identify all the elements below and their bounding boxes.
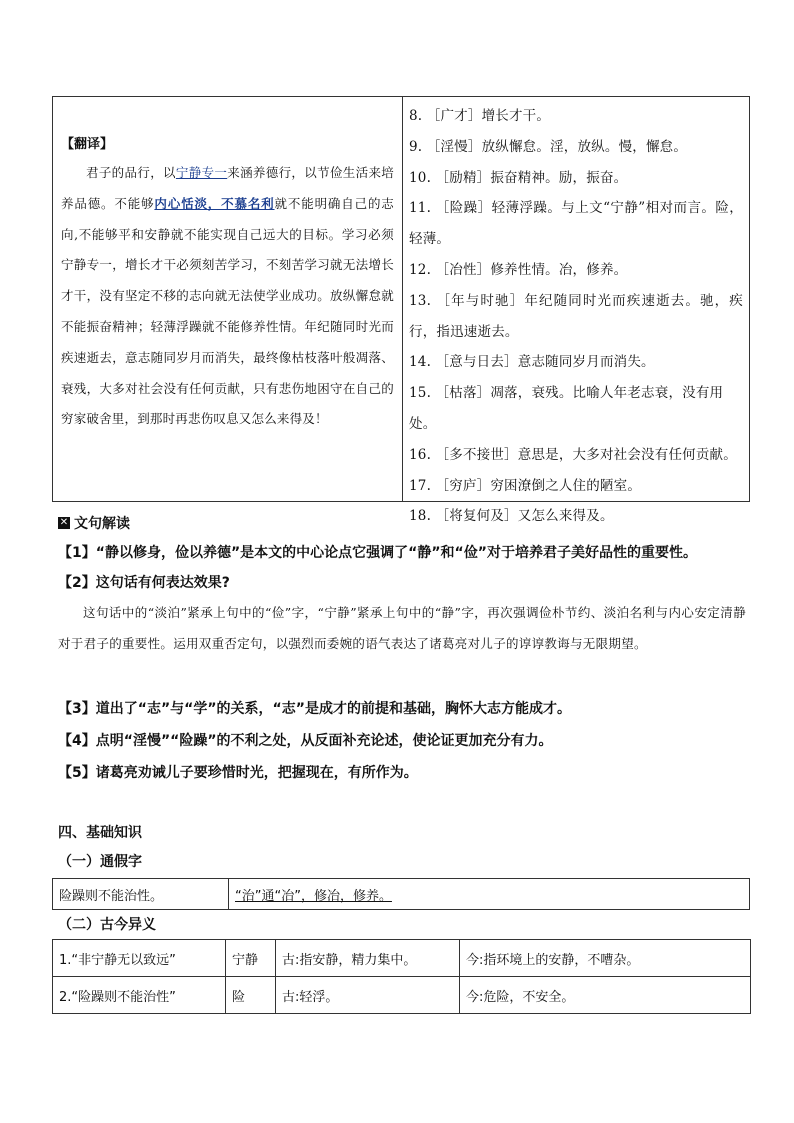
gujin-sentence: 1.“非宁静无以致远” bbox=[53, 940, 226, 977]
analysis-q5: 【5】诸葛亮劝诫儿子要珍惜时光，把握现在，有所作为。 bbox=[58, 765, 418, 781]
note-item: 14. ［意与日去］意志随同岁月而消失。 bbox=[409, 354, 655, 371]
tongjiazi-explain: “治”通“冶”，修冶，修养。 bbox=[235, 889, 392, 904]
note-item: 8. ［广才］增长才干。 bbox=[409, 108, 551, 124]
note-item: 18. ［将复何及］又怎么来得及。 bbox=[409, 508, 614, 525]
analysis-q4: 【4】点明“淫慢”“险躁”的不利之处，从反面补充论述，使论证更加充分有力。 bbox=[58, 733, 553, 749]
analysis-heading bbox=[58, 513, 130, 533]
gujin-ancient: 古:指安静，精力集中。 bbox=[276, 940, 460, 977]
translation-part: 来涵养德行，以节俭生活来培养品德。不能够 bbox=[61, 165, 394, 211]
translation-highlight: 宁静专一 bbox=[175, 165, 228, 180]
translation-highlight: 内心恬淡，不慕名利 bbox=[154, 195, 275, 211]
tongjiazi-heading: （一）通假字 bbox=[58, 854, 142, 870]
analysis-a2: 这句话中的“淡泊”紧承上句中的“俭”字，“宁静”紧承上句中的“静”字，再次强调俭朴节约、淡泊名利与内心安定清静对于君子的重要性。运用双重否定句，以强烈而委婉的语气表达了诸葛亮对儿子的谆谆教诲与无限期望。 bbox=[58, 605, 746, 651]
gujin-word: 宁静 bbox=[226, 940, 276, 977]
note-item: 12. ［冶性］修养性情。冶，修养。 bbox=[409, 261, 628, 278]
analysis-heading-text: 文句解读 bbox=[74, 516, 130, 532]
translation-part: 君子的品行，以 bbox=[86, 165, 176, 180]
table-row bbox=[53, 977, 751, 1014]
analysis-q1: 【1】“静以修身，俭以养德”是本文的中心论点它强调了“静”和“俭”对于培养君子美好品性的重要性。 bbox=[58, 545, 697, 561]
gujin-table bbox=[52, 939, 751, 1014]
gujin-ancient: 古:轻浮。 bbox=[276, 977, 460, 1014]
note-item: 15. ［枯落］凋落，衰残。比喻人年老志衰，没有用处。 bbox=[409, 385, 724, 432]
tongjiazi-sentence: 险躁则不能治性。 bbox=[53, 879, 229, 909]
tongjiazi-table bbox=[52, 878, 750, 910]
notes-cell bbox=[403, 97, 749, 525]
section-marker-icon: ✕ bbox=[59, 517, 69, 528]
translation-text bbox=[61, 158, 394, 435]
tongjiazi-explain-cell bbox=[229, 879, 749, 909]
analysis-q2: 【2】这句话有何表达效果? bbox=[58, 575, 230, 591]
gujin-heading: （二）古今异义 bbox=[58, 917, 156, 933]
basics-heading: 四、基础知识 bbox=[58, 825, 142, 841]
analysis-q3: 【3】道出了“志”与“学”的关系，“志”是成才的前提和基础，胸怀大志方能成才。 bbox=[58, 701, 571, 717]
note-item: 13. ［年与时驰］年纪随同时光而疾速逝去。驰，疾行，指迅速逝去。 bbox=[409, 292, 743, 340]
translation-cell bbox=[53, 97, 403, 501]
note-item: 9. ［淫慢］放纵懈怠。淫，放纵。慢，懈怠。 bbox=[409, 138, 688, 155]
note-item: 11. ［险躁］轻薄浮躁。与上文“宁静”相对而言。险，轻薄。 bbox=[409, 200, 743, 248]
note-item: 10. ［励精］振奋精神。励，振奋。 bbox=[409, 169, 628, 186]
note-item: 16. ［多不接世］意思是，大多对社会没有任何贡献。 bbox=[409, 446, 737, 463]
translation-part: 就不能明确自己的志向,不能够平和安静就不能实现自己远大的目标。学习必须宁静专一，增长才干必须刻苦学习，不刻苦学习就无法增长才干，没有坚定不移的志向就无法使学业成功。放纵懈怠就不能振奋精神；轻薄浮躁就不能修养性情。年纪随同时光而疾速逝去，意志随同岁月而消失，最终像枯枝落叶般凋落、衰残，大多对社会没有任何贡献，只有悲伤地困守在自己的穷家破舍里，到那时再悲伤叹息又怎么来得及！ bbox=[61, 195, 394, 427]
gujin-modern: 今:危险，不安全。 bbox=[460, 977, 751, 1014]
table-row bbox=[53, 940, 751, 977]
gujin-sentence: 2.“险躁则不能治性” bbox=[53, 977, 226, 1014]
note-item: 17. ［穷庐］穷困潦倒之人住的陋室。 bbox=[409, 477, 642, 494]
translation-title: 【翻译】 bbox=[61, 137, 114, 152]
gujin-word: 险 bbox=[226, 977, 276, 1014]
gujin-modern: 今:指环境上的安静，不嘈杂。 bbox=[460, 940, 751, 977]
